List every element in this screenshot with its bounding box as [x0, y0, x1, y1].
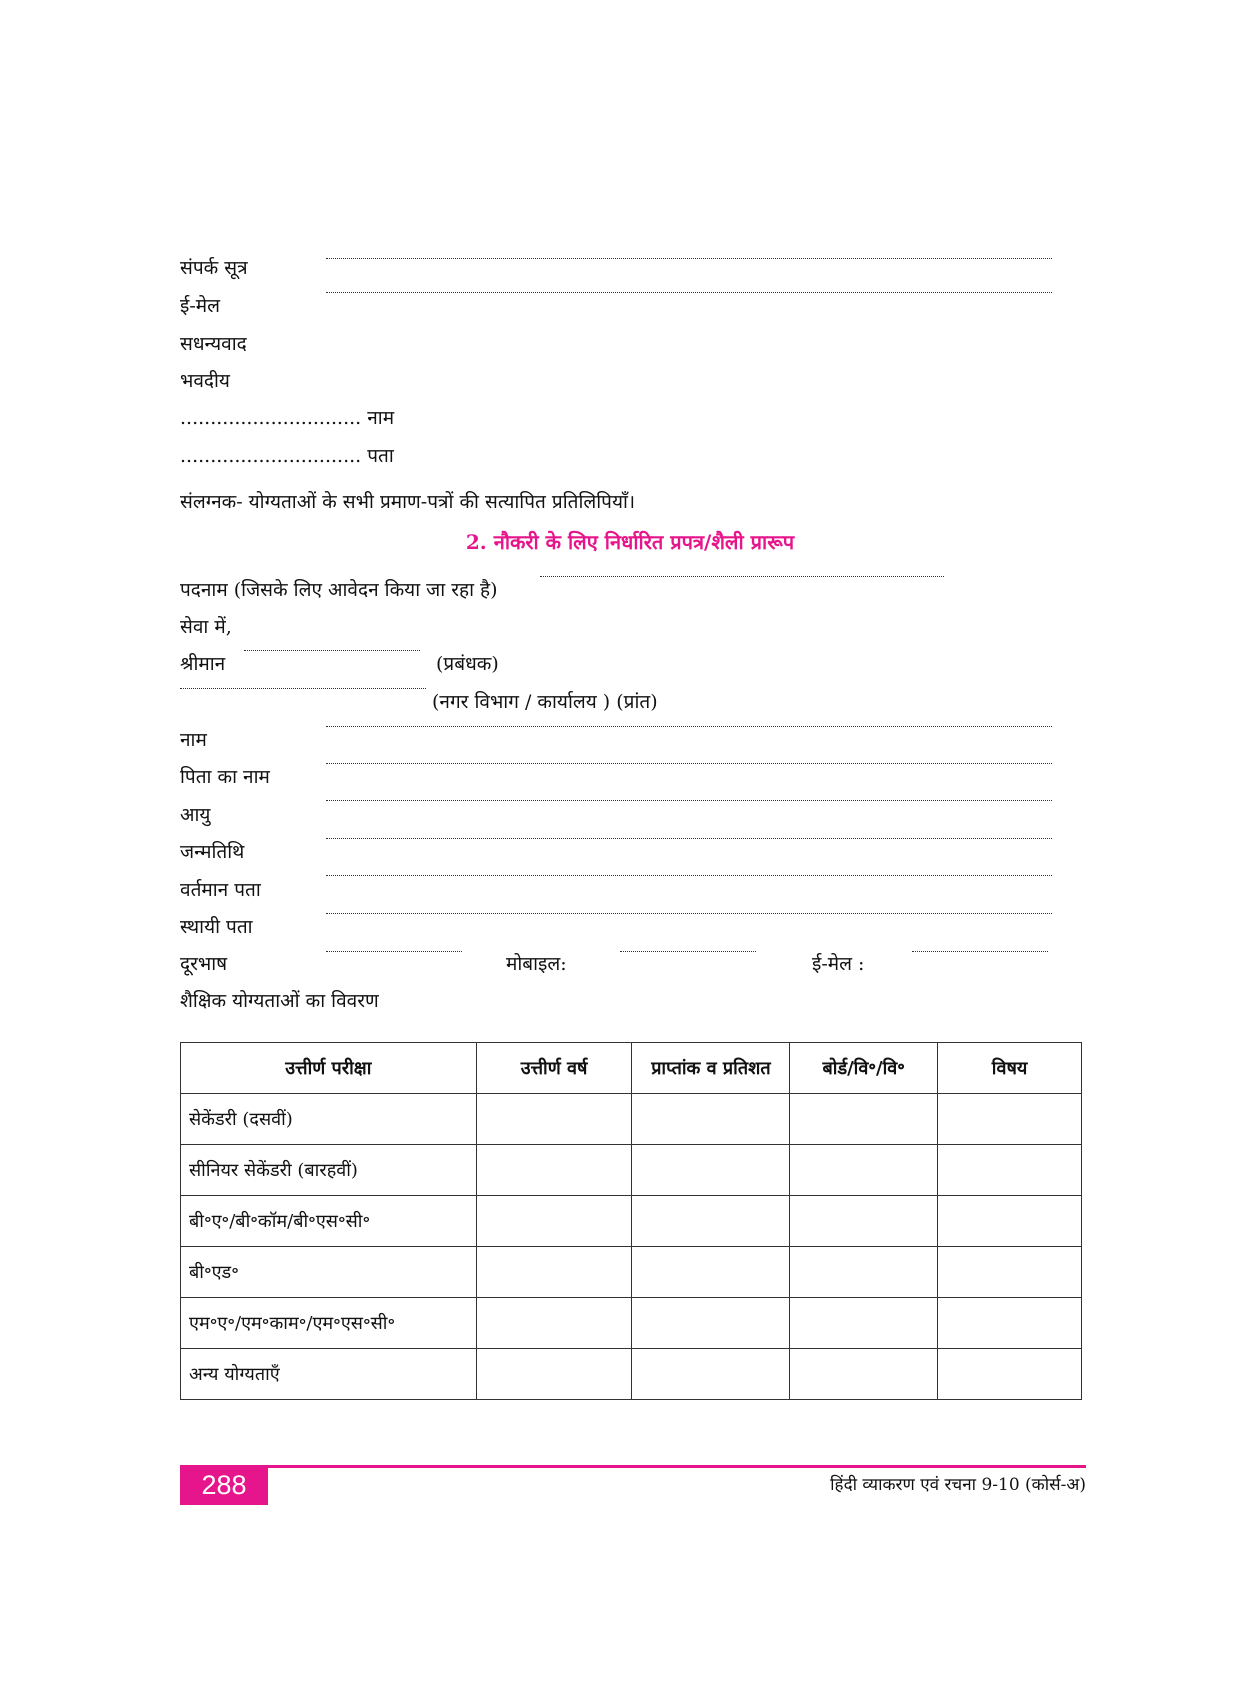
- marks-cell[interactable]: [632, 1145, 790, 1196]
- email-fill-line-top[interactable]: [326, 292, 1052, 293]
- year-cell[interactable]: [476, 1247, 632, 1298]
- marks-cell[interactable]: [632, 1196, 790, 1247]
- header-year: उत्तीर्ण वर्ष: [476, 1043, 632, 1094]
- post-label: पदनाम (जिसके लिए आवेदन किया जा रहा है): [180, 579, 498, 601]
- table-header-row: [181, 1043, 1082, 1094]
- header-exam: उत्तीर्ण परीक्षा: [181, 1043, 477, 1094]
- sir-label: श्रीमान: [180, 653, 226, 675]
- marks-cell[interactable]: [632, 1349, 790, 1400]
- father-name-fill-line[interactable]: [326, 763, 1052, 764]
- to-text: सेवा में,: [180, 616, 232, 638]
- year-cell[interactable]: [476, 1349, 632, 1400]
- qualifications-table: [180, 1042, 1082, 1400]
- row-label: अन्य योग्यताएँ: [181, 1349, 477, 1400]
- row-label: बी॰ए॰/बी॰कॉम/बी॰एस॰सी॰: [181, 1196, 477, 1247]
- subject-cell[interactable]: [938, 1349, 1082, 1400]
- signature-address-line: .............................. पता: [180, 445, 394, 467]
- subject-cell[interactable]: [938, 1298, 1082, 1349]
- subject-cell[interactable]: [938, 1094, 1082, 1145]
- year-cell[interactable]: [476, 1094, 632, 1145]
- footer-rule: [180, 1465, 1086, 1468]
- permanent-address-fill-line[interactable]: [326, 913, 1052, 914]
- marks-cell[interactable]: [632, 1298, 790, 1349]
- board-cell[interactable]: [790, 1298, 938, 1349]
- header-subject: विषय: [938, 1043, 1082, 1094]
- mobile-fill-line[interactable]: [620, 951, 756, 952]
- page-number-badge: 288: [180, 1465, 268, 1505]
- row-label: सेकेंडरी (दसवीं): [181, 1094, 477, 1145]
- phone-label: दूरभाष: [180, 953, 228, 975]
- board-cell[interactable]: [790, 1145, 938, 1196]
- contact-fill-line[interactable]: [326, 258, 1052, 259]
- email-label: ई-मेल :: [812, 953, 865, 975]
- phone-fill-line[interactable]: [326, 951, 462, 952]
- qualifications-label: शैक्षिक योग्यताओं का विवरण: [180, 990, 379, 1012]
- table-row: [181, 1298, 1082, 1349]
- current-address-fill-line[interactable]: [326, 875, 1052, 876]
- marks-cell[interactable]: [632, 1094, 790, 1145]
- manager-text: (प्रबंधक): [436, 653, 499, 675]
- row-label: बी॰एड॰: [181, 1247, 477, 1298]
- table-row: [181, 1094, 1082, 1145]
- book-title: हिंदी व्याकरण एवं रचना 9-10 (कोर्स-अ): [830, 1475, 1086, 1495]
- email-fill-line[interactable]: [912, 951, 1048, 952]
- board-cell[interactable]: [790, 1094, 938, 1145]
- header-board: बोर्ड/वि॰/वि॰: [790, 1043, 938, 1094]
- mobile-label: मोबाइल:: [506, 953, 567, 975]
- enclosure-text: संलग्नक- योग्यताओं के सभी प्रमाण-पत्रों की सत्यापित प्रतिलिपियाँ।: [180, 491, 636, 513]
- dob-label: जन्मतिथि: [180, 841, 245, 863]
- age-fill-line[interactable]: [326, 800, 1052, 801]
- office-fill-line[interactable]: [180, 688, 426, 689]
- father-name-label: पिता का नाम: [180, 766, 270, 788]
- contact-label: संपर्क सूत्र: [180, 257, 248, 279]
- email-label-top: ई-मेल: [180, 295, 220, 317]
- subject-cell[interactable]: [938, 1247, 1082, 1298]
- header-marks: प्राप्तांक व प्रतिशत: [632, 1043, 790, 1094]
- year-cell[interactable]: [476, 1196, 632, 1247]
- table-row: [181, 1247, 1082, 1298]
- year-cell[interactable]: [476, 1145, 632, 1196]
- signature-name-line: .............................. नाम: [180, 407, 395, 429]
- name-fill-line[interactable]: [326, 726, 1052, 727]
- subject-cell[interactable]: [938, 1196, 1082, 1247]
- marks-cell[interactable]: [632, 1247, 790, 1298]
- board-cell[interactable]: [790, 1349, 938, 1400]
- yours-text: भवदीय: [180, 370, 230, 392]
- section-heading: 2. नौकरी के लिए निर्धारित प्रपत्र/शैली प्रारूप: [465, 530, 795, 554]
- sir-fill-line[interactable]: [244, 650, 420, 651]
- row-label: एम॰ए॰/एम॰काम॰/एम॰एस॰सी॰: [181, 1298, 477, 1349]
- board-cell[interactable]: [790, 1196, 938, 1247]
- table-row: [181, 1145, 1082, 1196]
- permanent-address-label: स्थायी पता: [180, 916, 253, 938]
- name-label: नाम: [180, 729, 207, 751]
- subject-cell[interactable]: [938, 1145, 1082, 1196]
- age-label: आयु: [180, 804, 211, 826]
- thanks-text: सधन्यवाद: [180, 333, 247, 355]
- row-label: सीनियर सेकेंडरी (बारहवीं): [181, 1145, 477, 1196]
- table-row: [181, 1196, 1082, 1247]
- current-address-label: वर्तमान पता: [180, 879, 261, 901]
- dept-city-text: (नगर विभाग / कार्यालय ) (प्रांत): [432, 691, 658, 713]
- board-cell[interactable]: [790, 1247, 938, 1298]
- post-fill-line[interactable]: [540, 576, 944, 577]
- year-cell[interactable]: [476, 1298, 632, 1349]
- dob-fill-line[interactable]: [326, 838, 1052, 839]
- table-row: [181, 1349, 1082, 1400]
